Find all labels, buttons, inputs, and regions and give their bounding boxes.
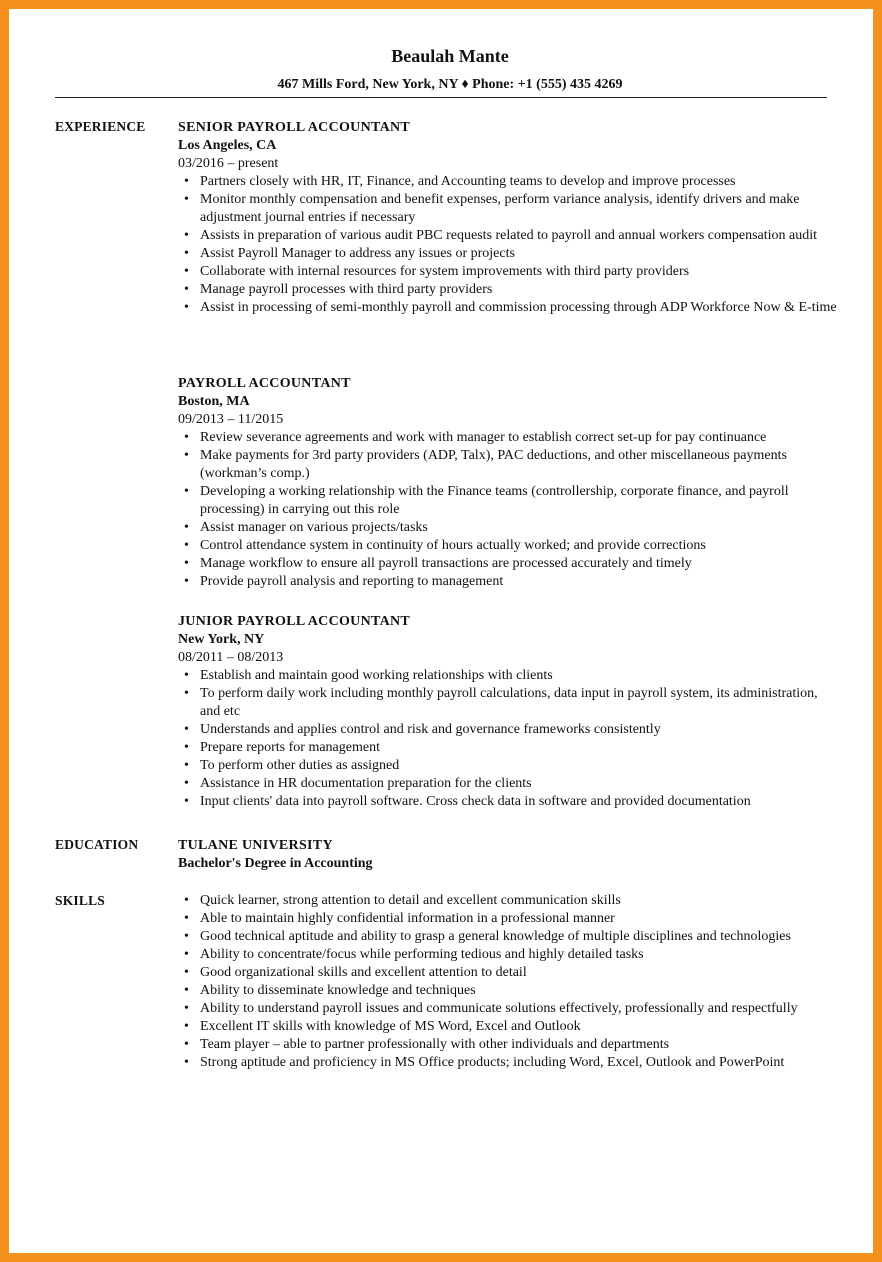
list-item: • Assists in preparation of various audit PBC requests related to payroll and annual workers compensation audit xyxy=(178,227,838,245)
list-item: • To perform daily work including monthly payroll calculations, data input in payroll system, its administration, and etc xyxy=(178,685,838,721)
job-bullets xyxy=(178,429,838,591)
contact-line: 467 Mills Ford, New York, NY ♦ Phone: +1 (555) 435 4269 xyxy=(277,77,623,92)
experience-section-label: EXPERIENCE xyxy=(55,119,146,134)
job-bullets xyxy=(178,667,838,811)
education-section-label: EDUCATION xyxy=(55,837,139,852)
candidate-name: Beaulah Mante xyxy=(391,46,509,66)
list-item: • Input clients' data into payroll software. Cross check data in software and provided documentation xyxy=(178,793,838,811)
list-item: • Make payments for 3rd party providers (ADP, Talx), PAC deductions, and other miscellaneous payments (workman’s comp.) xyxy=(178,447,838,483)
list-item: • Assist manager on various projects/tasks xyxy=(178,519,838,537)
list-item: • Ability to concentrate/focus while performing tedious and highly detailed tasks xyxy=(178,946,838,964)
list-item: • Collaborate with internal resources for system improvements with third party providers xyxy=(178,263,838,281)
job-entry-2 xyxy=(178,375,838,591)
job-entry-3 xyxy=(178,613,838,811)
list-item: • Able to maintain highly confidential information in a professional manner xyxy=(178,910,838,928)
list-item: • Control attendance system in continuity of hours actually worked; and provide corrections xyxy=(178,537,838,555)
list-item: • Ability to disseminate knowledge and techniques xyxy=(178,982,838,1000)
list-item: • Provide payroll analysis and reporting to management xyxy=(178,573,838,591)
header-divider xyxy=(55,97,827,98)
degree: Bachelor's Degree in Accounting xyxy=(178,856,373,871)
list-item: • Developing a working relationship with the Finance teams (controllership, corporate finance, and payroll processing) in carrying out this role xyxy=(178,483,838,519)
job-dates: 09/2013 – 11/2015 xyxy=(178,412,284,427)
list-item: • Understands and applies control and risk and governance frameworks consistently xyxy=(178,721,838,739)
skills-list-container xyxy=(178,892,838,1072)
education-entry xyxy=(178,837,838,873)
skills-section-label: SKILLS xyxy=(55,893,105,908)
list-item: • Manage workflow to ensure all payroll transactions are processed accurately and timely xyxy=(178,555,838,573)
list-item: • Partners closely with HR, IT, Finance, and Accounting teams to develop and improve processes xyxy=(178,173,838,191)
list-item: • Establish and maintain good working relationships with clients xyxy=(178,667,838,685)
list-item: • Excellent IT skills with knowledge of MS Word, Excel and Outlook xyxy=(178,1018,838,1036)
job-dates: 08/2011 – 08/2013 xyxy=(178,650,284,665)
school-name: TULANE UNIVERSITY xyxy=(178,838,333,853)
list-item: • To perform other duties as assigned xyxy=(178,757,838,775)
list-item: • Assist in processing of semi-monthly payroll and commission processing through ADP Workforce Now & E-time xyxy=(178,299,838,317)
list-item: • Monitor monthly compensation and benefit expenses, perform variance analysis, identify drivers and make adjustment journal entries if necessary xyxy=(178,191,838,227)
job-bullets xyxy=(178,173,838,317)
job-location: New York, NY xyxy=(178,632,265,647)
list-item: • Review severance agreements and work with manager to establish correct set-up for pay continuance xyxy=(178,429,838,447)
job-location: Boston, MA xyxy=(178,394,250,409)
job-dates: 03/2016 – present xyxy=(178,156,279,171)
job-title: SENIOR PAYROLL ACCOUNTANT xyxy=(178,120,411,135)
list-item: • Prepare reports for management xyxy=(178,739,838,757)
list-item: • Manage payroll processes with third party providers xyxy=(178,281,838,299)
job-location: Los Angeles, CA xyxy=(178,138,277,153)
list-item: • Good technical aptitude and ability to grasp a general knowledge of multiple disciplines and technologies xyxy=(178,928,838,946)
list-item: • Ability to understand payroll issues and communicate solutions effectively, professionally and respectfully xyxy=(178,1000,838,1018)
list-item: • Good organizational skills and excellent attention to detail xyxy=(178,964,838,982)
list-item: • Strong aptitude and proficiency in MS Office products; including Word, Excel, Outlook and PowerPoint xyxy=(178,1054,838,1072)
job-title: PAYROLL ACCOUNTANT xyxy=(178,376,351,391)
job-entry-1 xyxy=(178,119,838,317)
list-item: • Team player – able to partner professionally with other individuals and departments xyxy=(178,1036,838,1054)
list-item: • Assist Payroll Manager to address any issues or projects xyxy=(178,245,838,263)
list-item: • Quick learner, strong attention to detail and excellent communication skills xyxy=(178,892,838,910)
list-item: • Assistance in HR documentation preparation for the clients xyxy=(178,775,838,793)
skills-list xyxy=(178,892,838,1072)
job-title: JUNIOR PAYROLL ACCOUNTANT xyxy=(178,614,411,629)
